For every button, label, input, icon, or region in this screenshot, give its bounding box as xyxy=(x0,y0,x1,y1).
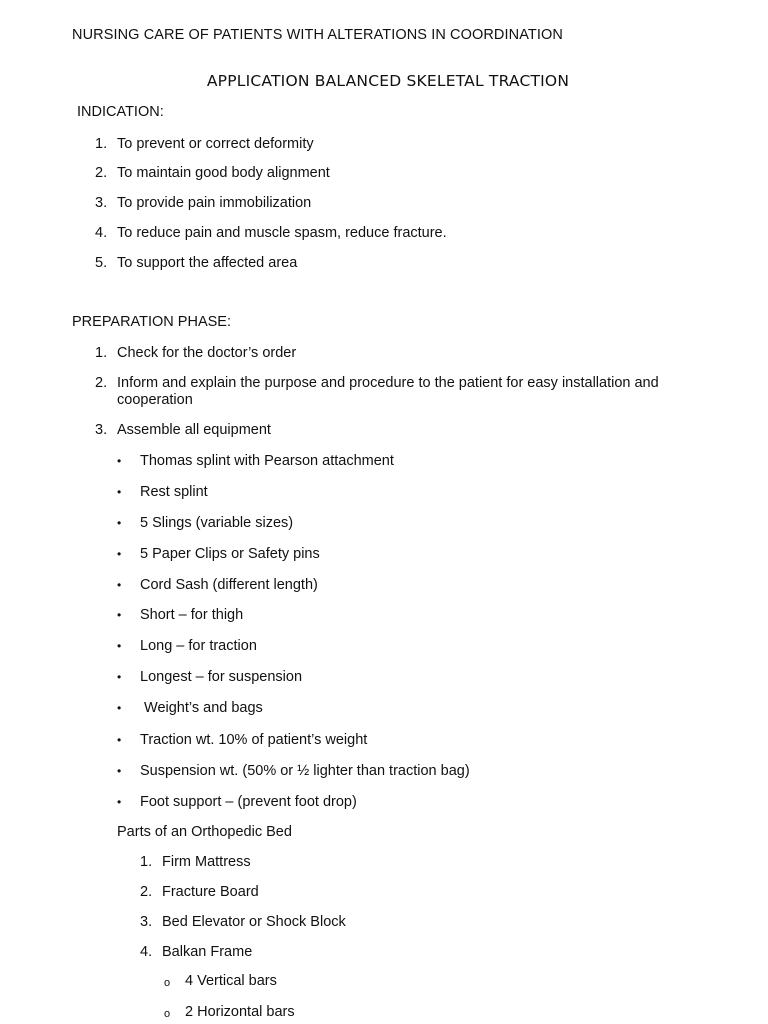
list-number: 3. xyxy=(95,195,108,211)
list-item-text: Bed Elevator or Shock Block xyxy=(162,914,346,930)
equipment-item xyxy=(117,453,677,470)
list-number: 1. xyxy=(95,345,108,361)
list-item-text: 5 Paper Clips or Safety pins xyxy=(140,546,320,562)
list-item-text: To reduce pain and muscle spasm, reduce fracture. xyxy=(117,225,447,241)
equipment-item xyxy=(117,638,677,655)
list-number: 1. xyxy=(95,136,108,152)
bullet-icon: • xyxy=(117,670,122,684)
balkan-bar-item xyxy=(164,973,277,990)
bullet-icon: • xyxy=(117,608,122,622)
equipment-item xyxy=(117,515,677,532)
equipment-item xyxy=(117,546,677,563)
list-number: 2. xyxy=(95,165,108,181)
bullet-icon: • xyxy=(117,516,122,530)
list-item-text: Traction wt. 10% of patient’s weight xyxy=(140,732,368,748)
list-item-text: 4 Vertical bars xyxy=(185,973,277,989)
document-header: NURSING CARE OF PATIENTS WITH ALTERATIONS IN COORDINATION xyxy=(72,27,563,43)
bullet-icon: • xyxy=(117,733,122,747)
circle-bullet-icon: o xyxy=(164,1008,171,1020)
bullet-icon: • xyxy=(117,639,122,653)
preparation-heading: PREPARATION PHASE: xyxy=(72,314,231,330)
bed-parts-label: Parts of an Orthopedic Bed xyxy=(117,824,292,840)
list-item-text: Balkan Frame xyxy=(162,944,253,960)
list-number: 4. xyxy=(140,944,153,960)
bullet-icon: • xyxy=(117,701,122,715)
document-title: APPLICATION BALANCED SKELETAL TRACTION xyxy=(206,72,570,90)
bullet-icon: • xyxy=(117,764,122,778)
balkan-bar-item xyxy=(164,1004,295,1021)
indication-heading: INDICATION: xyxy=(77,104,164,120)
list-item-text: To maintain good body alignment xyxy=(117,165,330,181)
list-item-text: Long – for traction xyxy=(140,638,257,654)
equipment-item xyxy=(117,763,677,780)
list-item-text: Check for the doctor’s order xyxy=(117,345,297,361)
list-number: 1. xyxy=(140,854,153,870)
list-item-text: To provide pain immobilization xyxy=(117,195,312,211)
indication-item xyxy=(95,195,695,212)
bullet-icon: • xyxy=(117,485,122,499)
indication-item xyxy=(95,255,695,272)
equipment-item xyxy=(117,794,677,811)
list-number: 3. xyxy=(95,422,108,438)
equipment-item xyxy=(117,732,677,749)
preparation-item xyxy=(95,375,685,409)
list-item-text: Firm Mattress xyxy=(162,854,251,870)
bullet-icon: • xyxy=(117,454,122,468)
list-item-text: 5 Slings (variable sizes) xyxy=(140,515,294,531)
indication-item xyxy=(95,225,695,242)
equipment-item xyxy=(117,669,677,686)
equipment-item xyxy=(117,577,677,594)
list-item-text: Suspension wt. (50% or ½ lighter than traction bag) xyxy=(140,763,470,779)
indication-item xyxy=(95,136,695,153)
list-item-text: Short – for thigh xyxy=(140,607,244,623)
bullet-icon: • xyxy=(117,795,122,809)
list-item-text: Rest splint xyxy=(140,484,208,500)
bed-part-item xyxy=(140,914,346,931)
list-item-text: Cord Sash (different length) xyxy=(140,577,318,593)
indication-item xyxy=(95,165,695,182)
list-item-text: Longest – for suspension xyxy=(140,669,303,685)
list-item-text: Weight’s and bags xyxy=(140,700,263,716)
preparation-item xyxy=(95,345,695,362)
list-item-text: To prevent or correct deformity xyxy=(117,136,314,152)
bed-part-item xyxy=(140,854,251,871)
list-number: 4. xyxy=(95,225,108,241)
equipment-item xyxy=(117,607,677,624)
equipment-item xyxy=(117,700,677,717)
list-item-text: Inform and explain the purpose and procedure to the patient for easy installation and cooperation xyxy=(117,375,659,408)
list-item-text: Foot support – (prevent foot drop) xyxy=(140,794,357,810)
list-number: 2. xyxy=(95,375,108,391)
list-number: 5. xyxy=(95,255,108,271)
equipment-item xyxy=(117,484,677,501)
list-number: 3. xyxy=(140,914,153,930)
bullet-icon: • xyxy=(117,547,122,561)
list-item-text: Thomas splint with Pearson attachment xyxy=(140,453,394,469)
list-item-text: 2 Horizontal bars xyxy=(185,1004,295,1020)
bed-part-item xyxy=(140,884,259,901)
preparation-item xyxy=(95,422,695,439)
list-number: 2. xyxy=(140,884,153,900)
list-item-text: To support the affected area xyxy=(117,255,298,271)
bullet-icon: • xyxy=(117,578,122,592)
list-item-text: Assemble all equipment xyxy=(117,422,271,438)
circle-bullet-icon: o xyxy=(164,977,171,989)
list-item-text: Fracture Board xyxy=(162,884,259,900)
bed-part-item xyxy=(140,944,252,961)
